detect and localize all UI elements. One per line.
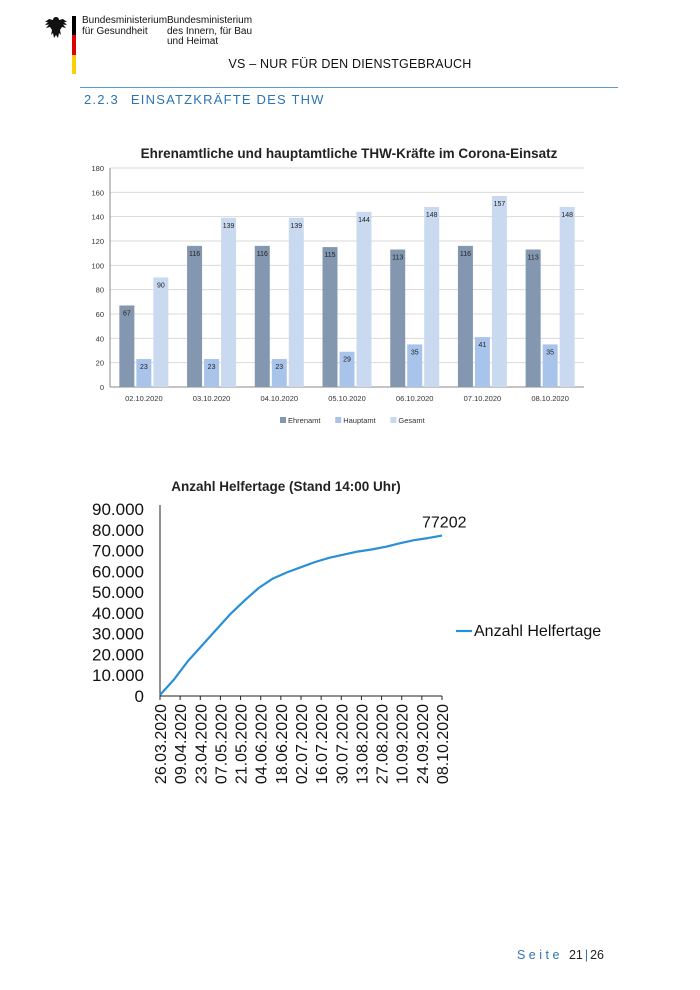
chart1-data-label: 116	[459, 250, 472, 258]
chart2-xtick-label: 21.05.2020	[233, 704, 251, 785]
flag-stripe-black	[72, 16, 76, 35]
chart1-ytick-label: 80	[95, 285, 104, 295]
chart1-bar-ehrenamt	[390, 250, 405, 387]
chart1-data-label: 35	[546, 349, 555, 357]
chart2-ytick-label: 0	[134, 687, 144, 706]
chart2-xtick-label: 02.07.2020	[294, 704, 311, 785]
chart1-xtick-label: 02.10.2020	[125, 394, 163, 403]
chart2-xtick-label: 04.06.2020	[253, 704, 271, 785]
chart2-xtick-label: 23.04.2020	[193, 704, 211, 785]
section-title: EINSATZKRÄFTE DES THW	[130, 92, 325, 107]
chart1-data-label: 90	[156, 282, 165, 290]
ministry-interior-line3: und Heimat	[167, 36, 219, 47]
chart2-xtick-label: 10.09.2020	[394, 704, 412, 785]
chart1-bar-gesamt	[153, 278, 168, 388]
chart1-title: Ehrenamtliche und hauptamtliche THW-Kräfte im Corona-Einsatz	[140, 146, 558, 161]
chart2-xtick-label: 08.10.2020	[435, 704, 452, 785]
chart2-xtick-label: 13.08.2020	[354, 704, 372, 785]
chart2-ytick-label: 30.000	[92, 624, 144, 644]
chart1-data-label: 115	[324, 252, 336, 260]
chart1-bar-gesamt	[424, 207, 439, 387]
chart2-ytick-label: 70.000	[92, 541, 144, 561]
classification-label: VS – NUR FÜR DEN DIENSTGEBRAUCH	[228, 57, 472, 71]
chart1-ytick-label: 180	[91, 164, 104, 173]
page-footer	[517, 948, 604, 962]
chart1-bar-ehrenamt	[119, 305, 134, 387]
chart1-data-label: 113	[392, 254, 404, 262]
chart1-bar-ehrenamt	[187, 246, 202, 387]
chart1-legend-swatch-hauptamt	[335, 417, 341, 423]
section-rule	[80, 87, 618, 88]
flag-stripe-red	[72, 35, 76, 54]
chart1-data-label: 23	[139, 364, 148, 372]
chart1-data-label: 139	[222, 222, 235, 230]
chart1-data-label: 23	[207, 364, 216, 372]
chart1-ytick-label: 140	[91, 212, 104, 222]
chart1-data-label: 148	[425, 211, 438, 219]
federal-eagle-logo	[44, 16, 68, 42]
chart1-data-label: 41	[478, 342, 487, 350]
chart1-legend-label: Ehrenamt	[288, 416, 321, 425]
chart1-data-label: 144	[358, 216, 370, 224]
chart1-data-label: 35	[410, 349, 419, 357]
chart1-data-label: 29	[343, 356, 351, 364]
chart2-ytick-label: 10.000	[92, 666, 144, 686]
chart2-xtick-label: 26.03.2020	[153, 704, 170, 785]
chart1-ytick-label: 120	[91, 237, 104, 246]
chart1-ytick-label: 100	[91, 261, 104, 271]
chart1-xtick-label: 06.10.2020	[395, 394, 434, 403]
chart1-bar-ehrenamt	[458, 246, 473, 387]
chart1-data-label: 23	[275, 364, 284, 372]
helper-days-line-chart	[86, 474, 626, 804]
chart1-ytick-label: 0	[99, 383, 104, 392]
thw-forces-bar-chart	[86, 136, 612, 432]
ministry-health	[82, 16, 167, 37]
chart2-ytick-label: 80.000	[92, 520, 144, 540]
ministry-interior-line2: des Innern, für Bau	[167, 25, 253, 37]
chart1-xtick-label: 04.10.2020	[260, 394, 299, 403]
chart2-series-line	[160, 536, 442, 695]
ministry-interior	[167, 16, 252, 48]
ministry-health-line1: Bundesministerium	[82, 15, 168, 26]
chart1-data-label: 157	[493, 200, 506, 208]
section-number: 2.2.3	[84, 92, 119, 107]
footer-seite-label: Seite	[516, 948, 563, 962]
footer-separator: |	[584, 948, 589, 962]
chart2-ytick-label: 50.000	[92, 583, 144, 603]
chart2-xtick-label: 24.09.2020	[414, 704, 432, 785]
ministry-health-line2: für Gesundheit	[82, 25, 148, 37]
chart2-ytick-label: 60.000	[92, 562, 144, 582]
chart2-xtick-label: 16.07.2020	[314, 704, 332, 785]
footer-page-total: 26	[590, 948, 604, 962]
chart2-xtick-label: 30.07.2020	[334, 704, 352, 785]
chart1-data-label: 67	[122, 310, 131, 318]
chart1-ytick-label: 60	[95, 310, 104, 319]
chart2-xtick-label: 18.06.2020	[273, 704, 291, 785]
chart1-bar-ehrenamt	[526, 250, 541, 387]
chart1-bar-gesamt	[492, 196, 507, 387]
chart1-ytick-label: 160	[91, 188, 104, 198]
chart1-bar-ehrenamt	[255, 246, 270, 387]
chart2-xtick-label: 27.08.2020	[374, 704, 392, 785]
chart1-xtick-label: 03.10.2020	[192, 394, 231, 403]
chart2-title: Anzahl Helfertage (Stand 14:00 Uhr)	[171, 479, 401, 494]
chart1-bar-gesamt	[357, 212, 372, 387]
chart1-xtick-label: 07.10.2020	[463, 394, 502, 403]
section-heading	[84, 92, 325, 107]
chart2-xtick-label: 07.05.2020	[213, 704, 231, 785]
chart1-bar-gesamt	[221, 218, 236, 387]
chart2-legend-label: Anzahl Helfertage	[474, 623, 602, 640]
chart1-legend-swatch-gesamt	[390, 417, 396, 423]
chart2-xtick-label: 09.04.2020	[173, 704, 191, 785]
chart1-data-label: 116	[188, 250, 201, 258]
chart1-bar-gesamt	[289, 218, 304, 387]
chart2-ytick-label: 40.000	[92, 603, 144, 623]
chart1-xtick-label: 05.10.2020	[328, 394, 366, 403]
chart1-data-label: 113	[527, 254, 539, 262]
chart1-xtick-label: 08.10.2020	[531, 394, 569, 403]
chart1-data-label: 148	[561, 211, 573, 219]
chart1-data-label: 116	[256, 250, 268, 258]
chart2-end-value-label: 77202	[422, 514, 467, 532]
chart1-legend-swatch-ehrenamt	[280, 417, 286, 423]
chart2-ytick-label: 90.000	[92, 500, 144, 519]
chart1-ytick-label: 20	[95, 358, 104, 368]
chart2-ytick-label: 20.000	[92, 645, 144, 665]
chart1-bar-gesamt	[560, 207, 575, 387]
chart1-data-label: 139	[290, 222, 303, 230]
chart1-bar-ehrenamt	[323, 247, 338, 387]
ministry-interior-line1: Bundesministerium	[167, 15, 253, 26]
chart1-ytick-label: 40	[95, 334, 104, 344]
chart1-legend-label: Gesamt	[398, 416, 425, 425]
footer-page-number: 21	[568, 948, 583, 962]
chart1-legend-label: Hauptamt	[343, 416, 376, 425]
